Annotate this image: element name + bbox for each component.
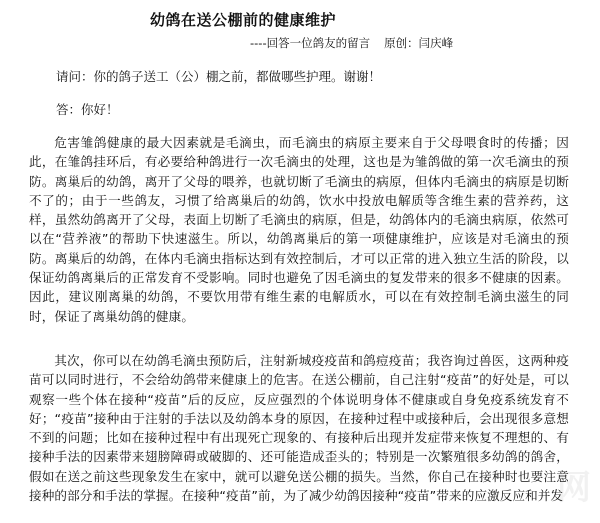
answer-greeting: 答：你好！ xyxy=(56,102,119,117)
subtitle-text: ----回答一位鸽友的留言 xyxy=(250,36,371,50)
document-title: 幼鸽在送公棚前的健康维护 xyxy=(150,11,337,29)
author-byline: 原创：闫庆峰 xyxy=(384,36,454,50)
document-subtitle xyxy=(250,35,580,51)
reader-question: 请问：你的鸽子送工（公）棚之前，都做哪些护理。谢谢！ xyxy=(56,69,382,84)
paragraph-vaccination: 其次，你可以在幼鸽毛滴虫预防后，注射新城疫疫苗和鸽痘疫苗；我咨询过兽医，这两种疫苗可以同时进行，不会给幼鸽带来健康上的危害。在送公棚前，自己注射“疫苗”的好处是，可以观察一些个体在接种“疫苗”后的反应，反应强烈的个体说明身体不健康或自身免疫系统发育不好；“疫苗”接种由于注射的手法以及幼鸽本身的原因，在接种过程中或接种后，会出现很多意想不到的问题；比如在接种过程中有出现死亡现象的、有接种后出现并发症带来恢复不理想的、有接种手法的因素带来翅膀障碍或破脚的、还可能造成歪头的；特别是一次繁殖很多幼鸽的鸽舍，假如在送之前这些现象发生在家中，就可以避免送公棚的损失。当然，你自己在接种时也要注意接种的部分和手法的掌握。在接种“疫苗”前，为了减少幼鸽因接种“疫苗”带来的应激反应和并发 xyxy=(29,353,569,504)
paragraph-trichomonas: 危害雏鸽健康的最大因素就是毛滴虫，而毛滴虫的病原主要来自于父母喂食时的传播；因此，在雏鸽挂环后，有必要给种鸽进行一次毛滴虫的处理，这也是为雏鸽做的第一次毛滴虫的预防。离巢后的幼鸽，离开了父母的喂养，也就切断了毛滴虫的病原，但体内毛滴虫的病原是切断不了的；由于一些鸽友，习惯了给离巢后的幼鸽，饮水中投放电解质等含维生素的营养药，这样，虽然幼鸽离开了父母，表面上切断了毛滴虫的病原，但是，幼鸽体内的毛滴虫病原，依然可以在“营养液”的帮助下快速滋生。所以，幼鸽离巢后的第一项健康维护，应该是对毛滴虫的预防。离巢后的幼鸽，在体内毛滴虫指标达到有效控制后，才可以正常的进入独立生活的阶段，以保证幼鸽离巢后的正常发育不受影响。同时也避免了因毛滴虫的复发带来的很多不健康的因素。因此，建议刚离巢的幼鸽，不要饮用带有维生素的电解质水，可以在有效控制毛滴虫滋生的同时，保证了离巢幼鸽的健康。 xyxy=(29,135,569,324)
watermark: 网 xyxy=(557,468,594,508)
